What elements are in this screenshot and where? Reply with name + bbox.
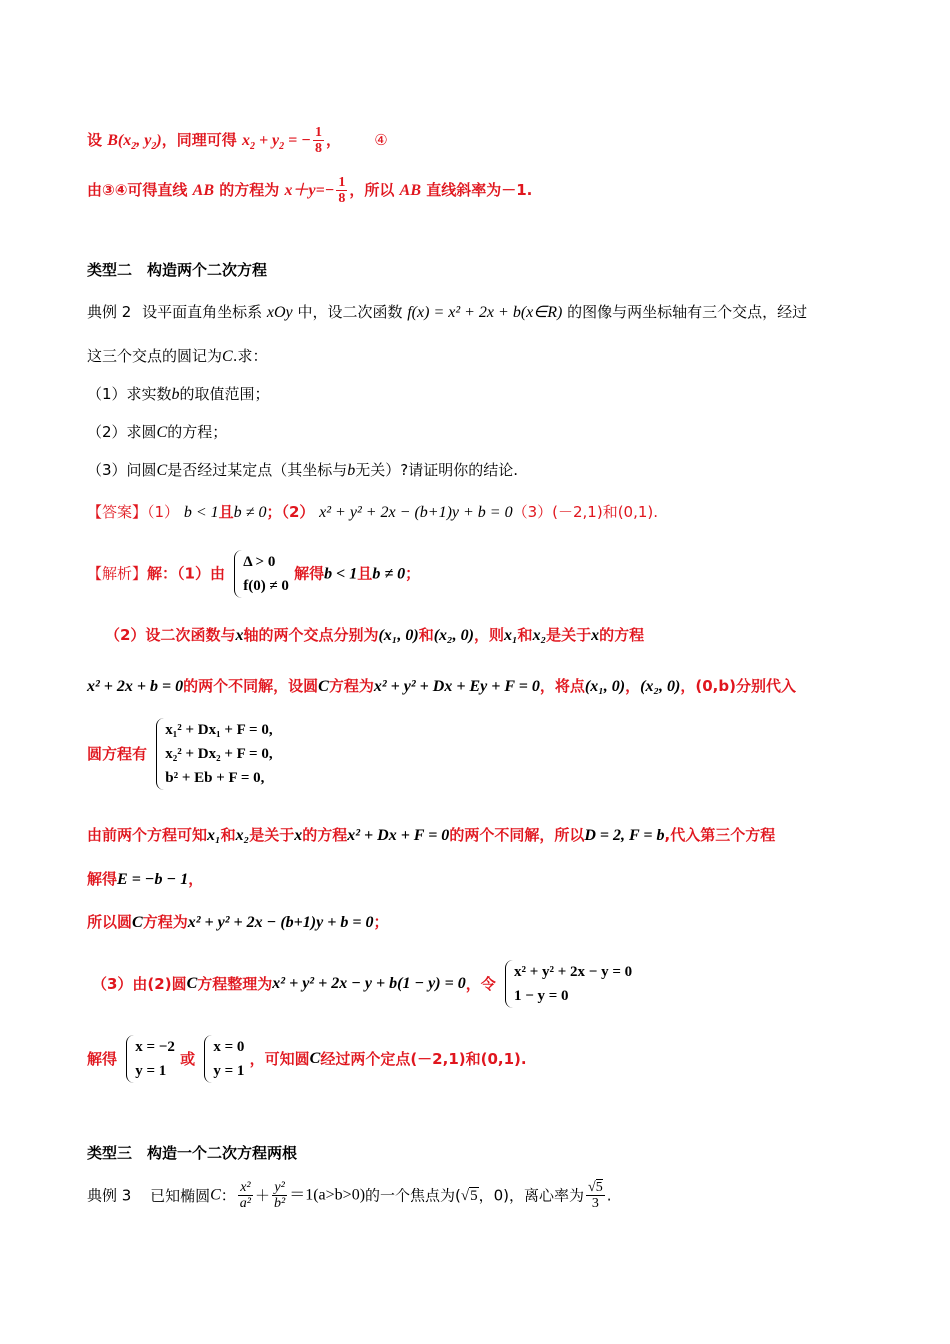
- fraction-y2-b2: $\frac{\text{y²}}{\text{b²}}$: [274, 1180, 286, 1211]
- fraction-one-eighth: $\frac{1}{8}$: [314, 125, 322, 156]
- fraction-x2-a2: $\frac{\text{x²}}{\text{a²}}$: [239, 1180, 251, 1211]
- analysis-part2-line3: 由前两个方程可知x₁和x₂是关于x的方程x² + Dx + F = 0的两个不同解，所以D = 2, F = b,代入第三个方程: [87, 826, 776, 844]
- analysis-part2-line2: x² + 2x + b = 0的两个不同解，设圆C方程为x² + y² + Dx + Ey + F = 0，将点(x₁, 0)，(x₂, 0)，(0,b)分别代入: [87, 677, 796, 695]
- section-heading-type2: 类型二 构造两个二次方程: [87, 261, 268, 279]
- analysis-system2: 圆方程有 x₁² + Dx₁ + F = 0, x₂² + Dx₂ + F = 0, b² + Eb + F = 0,: [87, 718, 273, 790]
- analysis-part2-line4: 解得E = −b − 1，: [87, 870, 204, 888]
- example2-line1: 典例 2 设平面直角坐标系 xOy 中，设二次函数 f(x) = x² + 2x + b(x∈R) 的图像与两坐标轴有三个交点，经过: [87, 303, 808, 321]
- sqrt-five: √5: [460, 1187, 478, 1204]
- analysis-tag: 【解析】: [87, 564, 148, 583]
- math-point-b: $B(x_2$, $y_2$): [107, 132, 162, 153]
- section-heading-type3: 类型三 构造一个二次方程两根: [87, 1144, 298, 1162]
- fraction-sqrt5-3: $\frac{√5}{3}$: [588, 1180, 603, 1211]
- example3-line: 典例 3 已知椭圆C： $\frac{\text{x²}}{\text{a²}}$ ＋ $\frac{\text{y²}}{\text{b²}}$ ＝1(a>b>0)的一个焦点为(√5，0)，离心率为 $\frac{√5}{3}$ .: [87, 1180, 612, 1211]
- answer-line: 【答案】（1） b < 1且b ≠ 0；（2） x² + y² + 2x − (b+1)y + b = 0（3）(－2,1)和(0,1).: [87, 503, 659, 521]
- math-sum: $x_2 + y_2$ = −: [241, 132, 311, 153]
- analysis-part3: （3）由(2)圆C方程整理为x² + y² + 2x − y + b(1 − y) = 0，令 x² + y² + 2x − y = 0 1 − y = 0: [92, 960, 632, 1008]
- system-5: x = 0 y = 1: [204, 1035, 244, 1083]
- analysis-part2-line1: （2）设二次函数与x轴的两个交点分别为(x₁, 0)和(x₂, 0)，则x₁和x₂是关于x的方程: [105, 626, 645, 644]
- derivation-line-ab: 由③④可得直线 AB 的方程为 x＋y=− $\frac{1}{8}$ ，所以 AB 直线斜率为－1.: [87, 175, 533, 206]
- example2-line2: 这三个交点的圆记为C.求：: [87, 347, 268, 365]
- answer-tag: 【答案】: [87, 503, 148, 521]
- question-1: （1）求实数b的取值范围；: [87, 385, 270, 403]
- derivation-line-b: 设 $B(x_2$, $y_2$)，同理可得 $x_2 + y_2$ = − $\frac{1}{8}$ ， ④: [87, 125, 388, 156]
- analysis-final: 解得 x = −2 y = 1 或 x = 0 y = 1 ，可知圆C经过两个定点(－2,1)和(0,1).: [87, 1035, 527, 1083]
- analysis-part1: 【解析】解：（1）由 Δ > 0 f(0) ≠ 0 解得b < 1且b ≠ 0；: [87, 550, 420, 598]
- system-3: x² + y² + 2x − y = 0 1 − y = 0: [505, 960, 632, 1008]
- fraction-one-eighth-2: $\frac{1}{8}$: [338, 175, 346, 206]
- system-4: x = −2 y = 1: [126, 1035, 175, 1083]
- question-3: （3）问圆C是否经过某定点（其坐标与b无关）?请证明你的结论.: [87, 461, 518, 479]
- circled-four: ④: [374, 131, 388, 149]
- system-1: Δ > 0 f(0) ≠ 0: [234, 550, 289, 598]
- system-2: x₁² + Dx₁ + F = 0, x₂² + Dx₂ + F = 0, b² + Eb + F = 0,: [156, 718, 272, 790]
- question-2: （2）求圆C的方程；: [87, 423, 228, 441]
- analysis-part2-line5: 所以圆C方程为x² + y² + 2x − (b+1)y + b = 0；: [87, 913, 389, 931]
